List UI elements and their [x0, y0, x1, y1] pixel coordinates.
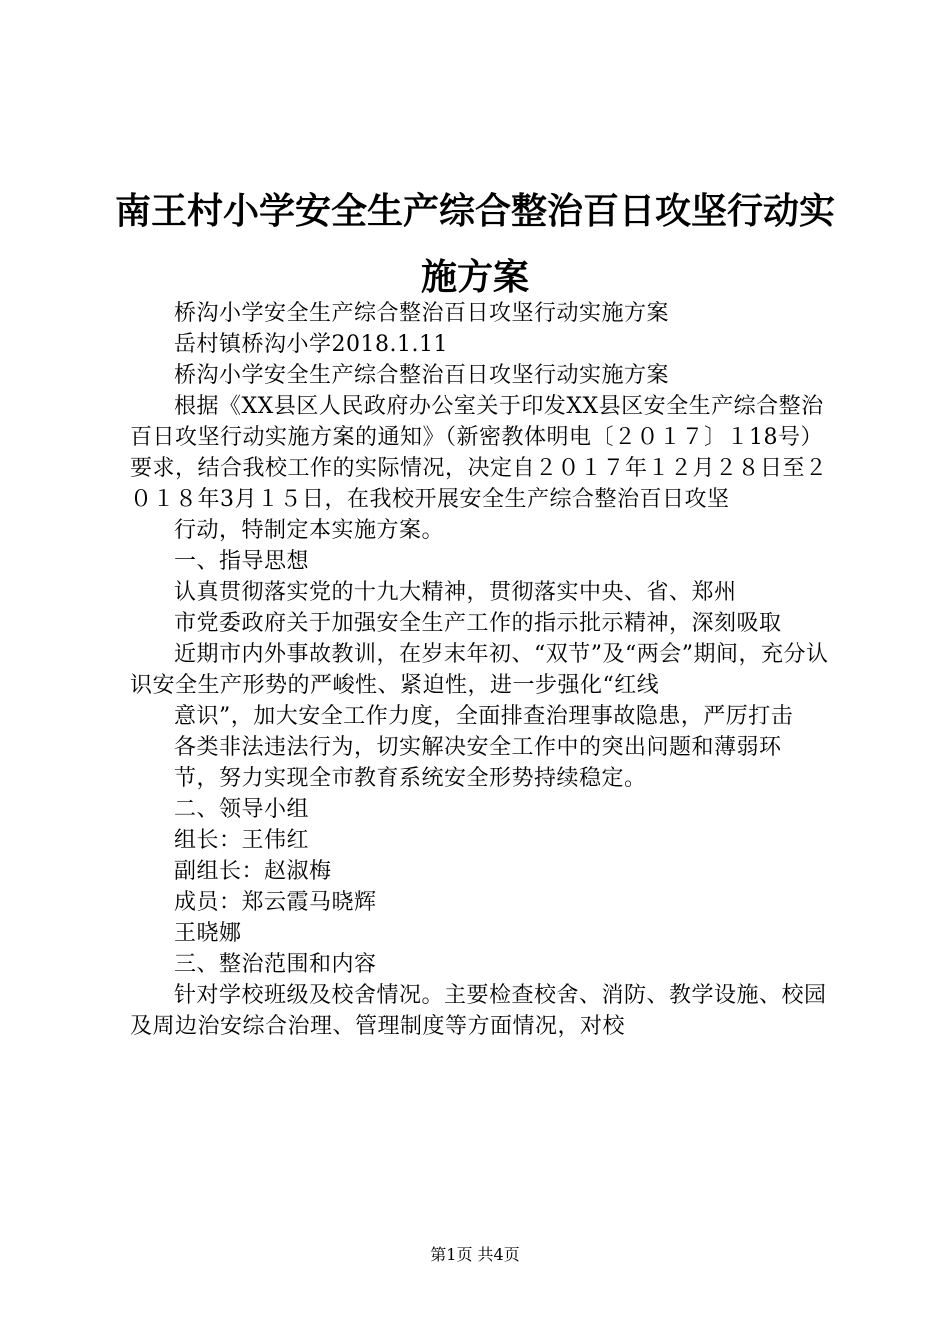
paragraph: 近期市内外事故教训，在岁末年初、“双节”及“两会”期间，充分认识安全生产形势的严峻性、紧迫性，进一步强化“红线 [130, 642, 829, 698]
paragraph: 市党委政府关于加强安全生产工作的指示批示精神，深刻吸取 [174, 611, 782, 636]
paragraph: 节，努力实现全市教育系统安全形势持续稳定。 [174, 766, 647, 791]
paragraph: 针对学校班级及校舍情况。主要检查校舍、消防、教学设施、校园及周边治安综合治理、管理制度等方面情况，对校 [130, 983, 827, 1039]
section-heading: 二、领导小组 [174, 797, 310, 822]
paragraph: 成员：郑云霞马晓辉 [174, 890, 377, 915]
page-number-footer: 第1页 共4页 [430, 1245, 520, 1264]
document-body [130, 298, 835, 1042]
paragraph: 根据《XX县区人民政府办公室关于印发XX县区安全生产综合整治百日攻坚行动实施方案的通知》（新密教体明电〔２０１７〕１18号）要求，结合我校工作的实际情况，决定自２０１７年１２月２８日至２０１８年3月１５日，在我校开展安全生产综合整治百日攻坚 [130, 394, 828, 512]
paragraph: 副组长：赵淑梅 [174, 859, 332, 884]
paragraph: 岳村镇桥沟小学2018.1.11 [174, 332, 448, 357]
paragraph: 认真贯彻落实党的十九大精神，贯彻落实中央、省、郑州 [174, 580, 737, 605]
paragraph: 意识”，加大安全工作力度，全面排查治理事故隐患，严厉打击 [174, 704, 794, 729]
paragraph: 行动，特制定本实施方案。 [174, 518, 445, 543]
paragraph: 桥沟小学安全生产综合整治百日攻坚行动实施方案 [174, 301, 670, 326]
section-heading: 一、指导思想 [174, 549, 310, 574]
section-heading: 三、整治范围和内容 [174, 952, 377, 977]
paragraph: 王晓娜 [174, 921, 242, 946]
document-title: 南王村小学安全生产综合整治百日攻坚行动实施方案 [114, 190, 835, 298]
paragraph: 组长：王伟红 [174, 828, 310, 853]
paragraph: 桥沟小学安全生产综合整治百日攻坚行动实施方案 [174, 363, 670, 388]
paragraph: 各类非法违法行为，切实解决安全工作中的突出问题和薄弱环 [174, 735, 782, 760]
